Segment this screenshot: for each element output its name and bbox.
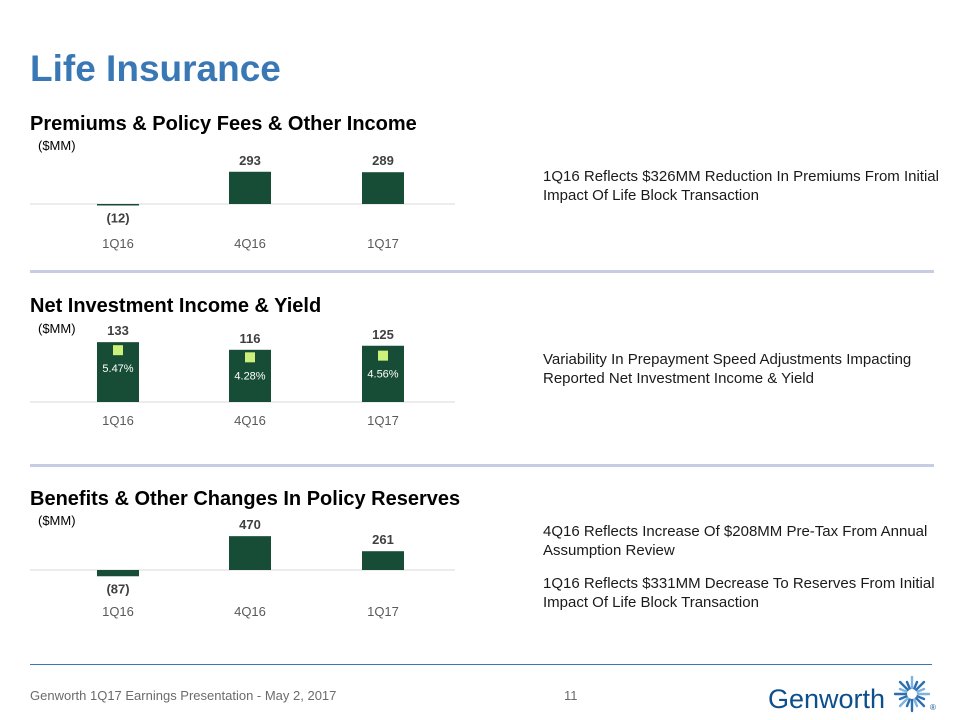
yield-marker (378, 351, 388, 361)
genworth-logo (768, 674, 938, 716)
unit-label-benefits: ($MM) (38, 513, 76, 528)
bar (229, 172, 271, 204)
data-label: 470 (239, 517, 261, 533)
yield-marker (245, 352, 255, 362)
data-label: 116 (239, 330, 261, 346)
x-tick-label: 1Q17 (367, 236, 399, 251)
section-title-benefits: Benefits & Other Changes In Policy Reserves (30, 488, 461, 510)
bar (97, 204, 139, 206)
x-tick-label: 4Q16 (234, 236, 266, 251)
footer-text: Genworth 1Q17 Earnings Presentation - May 2, 2017 (30, 688, 337, 703)
bar (362, 551, 404, 570)
section-title-net-investment: Net Investment Income & Yield (30, 295, 322, 317)
footer-rule (30, 664, 932, 665)
data-label: 293 (239, 152, 261, 168)
premiums-chart-svg (30, 140, 460, 260)
x-tick-label: 1Q17 (367, 604, 399, 619)
section-divider (30, 270, 934, 273)
starburst-icon (890, 674, 938, 716)
x-tick-label: 1Q16 (102, 413, 134, 428)
benefits-chart (30, 512, 460, 622)
benefits-note-assumption: 4Q16 Reflects Increase Of $208MM Pre-Tax From Annual Assumption Review (543, 523, 928, 559)
starburst-ray (914, 700, 917, 707)
net-investment-chart (30, 315, 460, 435)
starburst-ray (917, 696, 924, 699)
starburst-ray (907, 682, 910, 689)
unit-label-premiums: ($MM) (38, 138, 76, 153)
benefits-note-reserves: 1Q16 Reflects $331MM Decrease To Reserves From Initial Impact Of Life Block Transaction (543, 575, 935, 611)
page-number: 11 (564, 688, 578, 703)
yield-label: 5.47% (102, 363, 134, 376)
page-title: Life Insurance (30, 48, 281, 89)
section-divider (30, 464, 934, 467)
premiums-note: 1Q16 Reflects $326MM Reduction In Premiums From Initial Impact Of Life Block Transaction (543, 168, 939, 204)
starburst-ray (900, 689, 907, 692)
data-label: 289 (372, 153, 394, 169)
data-label: 261 (372, 532, 394, 548)
starburst-ray (914, 682, 917, 689)
x-tick-label: 4Q16 (234, 413, 266, 428)
yield-marker (113, 345, 123, 355)
starburst-ray (900, 696, 907, 699)
x-tick-label: 1Q17 (367, 413, 399, 428)
premiums-chart (30, 140, 460, 260)
net-investment-chart-svg (30, 315, 460, 435)
data-label: 125 (372, 326, 394, 342)
data-label: (87) (106, 581, 130, 597)
bar (362, 172, 404, 204)
data-label: (12) (106, 210, 130, 226)
unit-label-net-investment: ($MM) (38, 321, 76, 336)
x-tick-label: 4Q16 (234, 604, 266, 619)
registered-mark: ® (929, 703, 936, 712)
logo-wordmark: Genworth (768, 684, 886, 714)
starburst-ray (907, 700, 910, 707)
bar (229, 536, 271, 570)
net-investment-note: Variability In Prepayment Speed Adjustments Impacting Reported Net Investment Income & Yield (543, 351, 912, 387)
yield-label: 4.56% (367, 368, 399, 381)
starburst-ray (917, 689, 924, 692)
section-title-premiums: Premiums & Policy Fees & Other Income (30, 113, 417, 135)
x-tick-label: 1Q16 (102, 604, 134, 619)
benefits-chart-svg (30, 512, 460, 622)
x-tick-label: 1Q16 (102, 236, 134, 251)
bar (97, 570, 139, 576)
yield-label: 4.28% (234, 370, 266, 383)
data-label: 133 (107, 323, 129, 339)
